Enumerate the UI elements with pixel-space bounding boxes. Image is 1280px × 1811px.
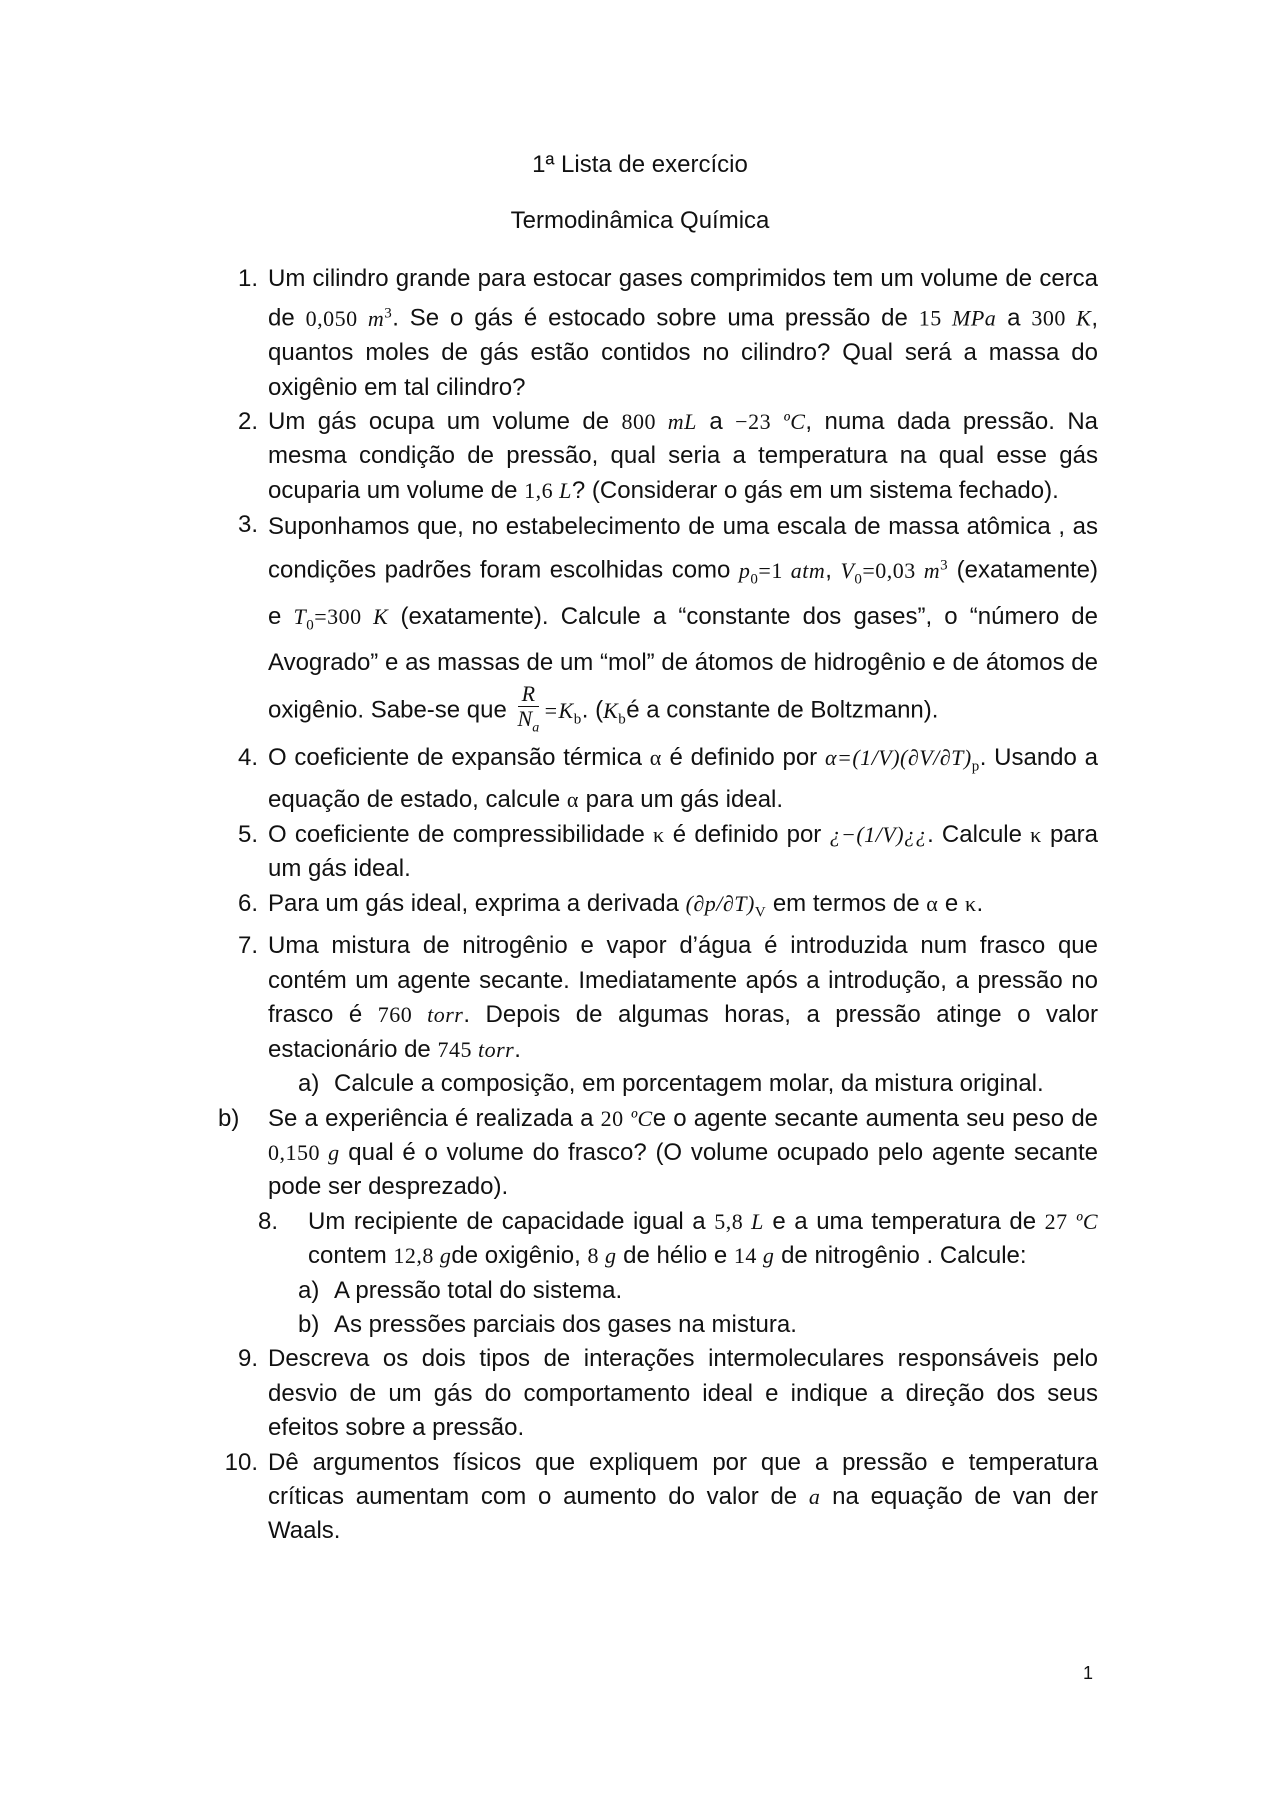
- exercise-item-8: [258, 1205, 1098, 1274]
- exercise-8-part-b: [298, 1308, 1098, 1342]
- item-number: 8.: [258, 1207, 279, 1235]
- page-number: 1: [1083, 1663, 1094, 1683]
- item-text: Uma mistura de nitrogênio e vapor d’água é introduzida num frasco que contém um agente secante. Imediatamente após a introdução, a pressão no frasco é 760 torr. Depois de algumas horas, a pressão atinge o valor estacionário de 745 torr.: [268, 932, 1098, 1063]
- item-text: Para um gás ideal, exprima a derivada $(\partial p/\partial T)_V$ em termos de α e κ.: [268, 889, 984, 921]
- item-text: O coeficiente de compressibilidade κ é definido por ¿−(1/V)¿¿. Calcule κ para um gás ideal.: [268, 820, 1098, 883]
- item-number: 6.: [237, 889, 258, 917]
- item-text: Um recipiente de capacidade igual a 5,8 L e a uma temperatura de 27 ºC contem 12,8 gde oxigênio, 8 g de hélio e 14 g de nitrogênio . Calcule:: [308, 1207, 1099, 1270]
- exercise-8-part-a: [298, 1274, 1098, 1308]
- exercise-item-3: [218, 508, 1098, 741]
- item-number: 9.: [237, 1345, 258, 1373]
- item-number: 5.: [237, 820, 258, 848]
- exercise-list: [218, 262, 1098, 1549]
- item-number: 7.: [237, 932, 258, 960]
- exercise-7-part-b: [218, 1102, 1098, 1205]
- sub-label: b): [298, 1310, 320, 1338]
- sub-label: a): [298, 1070, 320, 1098]
- item-text: Dê argumentos físicos que expliquem por que a pressão e temperatura críticas aumentam com o aumento do valor de a na equação de van der Waals.: [268, 1448, 1098, 1545]
- exercise-item-4: [218, 741, 1098, 818]
- item-number: 3.: [237, 511, 258, 539]
- document-subtitle: Termodinâmica Química: [510, 207, 770, 234]
- item-number: 10.: [224, 1448, 258, 1476]
- exercise-item-1: [218, 262, 1098, 405]
- exercise-item-7: [218, 929, 1098, 1067]
- item-text: Suponhamos que, no estabelecimento de uma escala de massa atômica , as condições padrões foram escolhidas como $p_0=1$ atm, $V_0=0,03$ $m^3$ (exatamente) e $T_0=300$ K (exatamente). Calcule a “constante dos gases”, o “número de Avogrado” e as massas de um “mol” de átomos de hidrogênio e de átomos de oxigênio. Sabe-se que $\frac{R}{N_a}$ $=K_b$. ($K_bé$ a constante de Boltzmann).: [258, 508, 1098, 741]
- sub-text: Calcule a composição, em porcentagem molar, da mistura original.: [334, 1070, 1044, 1098]
- exercise-item-6: [218, 887, 1098, 930]
- sub-label: b): [218, 1104, 240, 1132]
- sub-text: A pressão total do sistema.: [334, 1276, 623, 1304]
- item-text: Um gás ocupa um volume de 800 mL a −23 ºC, numa dada pressão. Na mesma condição de pressão, qual seria a temperatura na qual esse gás ocuparia um volume de 1,6 L? (Considerar o gás em um sistema fechado).: [268, 407, 1098, 504]
- item-number: 2.: [237, 407, 258, 435]
- exercise-item-10: [218, 1446, 1098, 1549]
- item-text: O coeficiente de expansão térmica α é definido por $\alpha=(1/V)(\partial V/\partial T)_p$. Usando a equação de estado, calcule α para um gás ideal.: [268, 743, 1098, 814]
- exercise-item-2: [218, 405, 1098, 508]
- exercise-item-9: [218, 1342, 1098, 1445]
- fraction-r-over-na: $\frac{R}{N_a}$: [517, 681, 540, 736]
- item-number: 1.: [237, 265, 258, 292]
- sub-text: Se a experiência é realizada a 20 ºCe o agente secante aumenta seu peso de 0,150 g qual é o volume do frasco? (O volume ocupado pelo agente secante pode ser desprezado).: [268, 1104, 1099, 1201]
- item-text: Um cilindro grande para estocar gases comprimidos tem um volume de cerca de 0,050 $m^3$. Se o gás é estocado sobre uma pressão de 15 MPa a 300 K, quantos moles de gás estão contidos no cilindro? Qual será a massa do oxigênio em tal cilindro?: [268, 265, 1099, 401]
- exercise-item-5: [218, 818, 1098, 887]
- item-number: 4.: [237, 743, 258, 771]
- sub-text: As pressões parciais dos gases na mistura.: [334, 1310, 797, 1338]
- sub-label: a): [298, 1276, 320, 1304]
- exercise-7-part-a: [298, 1067, 1098, 1101]
- item-text: Descreva os dois tipos de interações intermoleculares responsáveis pelo desvio de um gás do comportamento ideal e indique a direção dos seus efeitos sobre a pressão.: [268, 1345, 1098, 1442]
- document-title: 1ª Lista de exercício: [532, 151, 748, 178]
